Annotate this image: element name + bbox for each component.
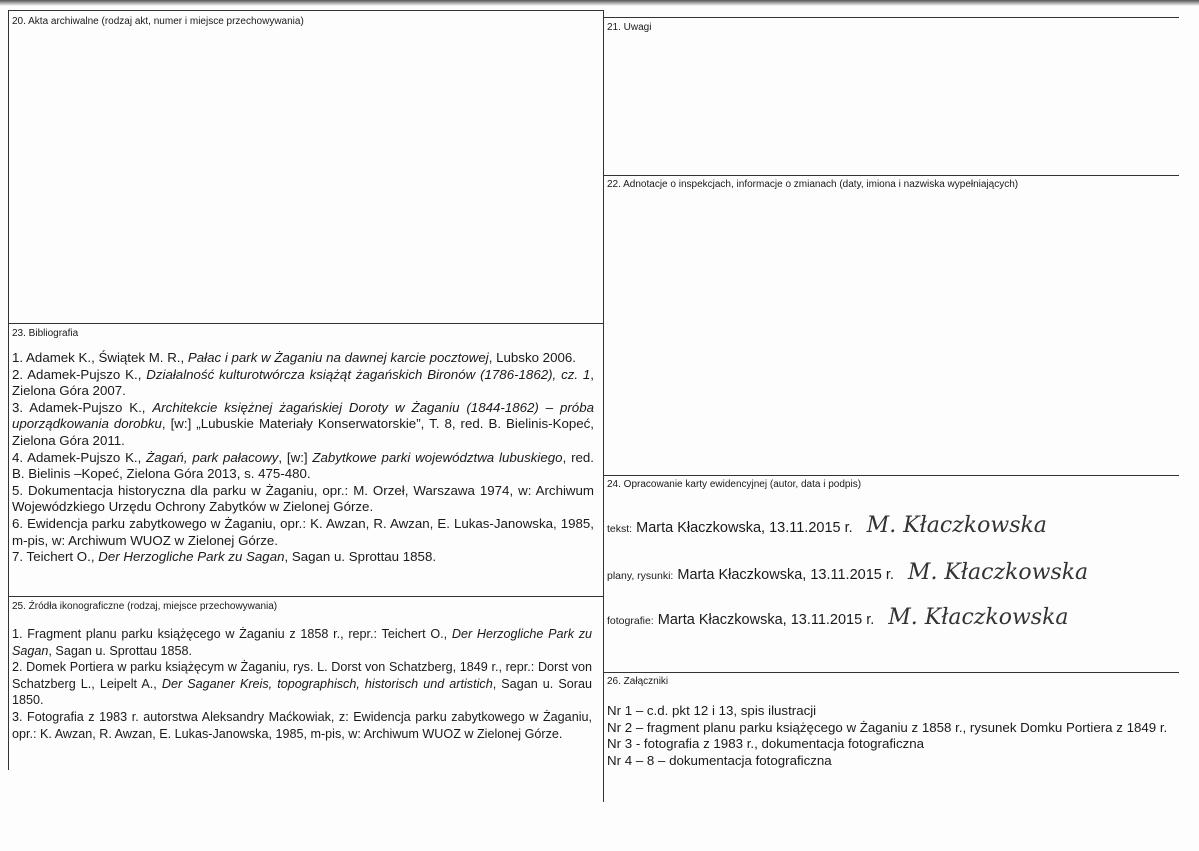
attachment-item: Nr 3 - fotografia z 1983 r., dokumentacja fotograficzna <box>607 736 925 752</box>
attachment-item: Nr 1 – c.d. pkt 12 i 13, spis ilustracji <box>607 703 817 718</box>
list-item <box>12 626 592 659</box>
item-text: 1. Adamek K., Świątek M. R., <box>12 350 188 365</box>
item-text: 1. Fragment planu parku książęcego w Żaganiu z 1858 r., repr.: Teichert O., <box>12 627 452 641</box>
item-text: Architekcie księżnej żagańskiej Doroty w Żaganiu (1844-1862) – próba uporządkowania dorobku <box>12 399 594 432</box>
item-text: Działalność kulturotwórcza książąt żagańskich Bironów (1786-1862), cz. 1 <box>146 366 591 382</box>
list-item <box>12 483 594 516</box>
section-23-label: 23. Bibliografia <box>12 328 79 339</box>
item-text: 6. Ewidencja parku zabytkowego w Żaganiu, opr.: K. Awzan, R. Awzan, E. Lukas-Janowska, 1985, m-pis, w: Archiwum WUOZ w Zielonej Górze. <box>12 515 594 548</box>
item-text: , red. B. Bielinis –Kopeć, Zielona Góra 2013, s. 475-480. <box>12 449 594 482</box>
item-text: Der Saganer Kreis, topographisch, historisch und artistich <box>161 676 493 691</box>
item-text: 3. Adamek-Pujszo K., <box>12 399 153 415</box>
signature: M. Kłaczkowska <box>866 513 1047 538</box>
section-26-label: 26. Załączniki <box>607 676 669 687</box>
divider <box>8 323 603 324</box>
item-text: Der Herzogliche Park zu Sagan <box>12 627 593 658</box>
scan-edge <box>0 0 1199 6</box>
attachment-item: Nr 4 – 8 – dokumentacja fotograficzna <box>607 752 832 768</box>
divider <box>8 596 603 597</box>
left-border <box>8 10 9 770</box>
divider <box>603 475 1179 476</box>
item-text: 4. Adamek-Pujszo K., <box>12 449 147 465</box>
item-text: 7. Teichert O., <box>12 549 99 565</box>
author-row-plans: plany, rysunki: Marta Kłaczkowska, 13.11.2015 r. M. Kłaczkowska <box>607 560 1089 585</box>
section-21-label: 21. Uwagi <box>607 22 652 33</box>
item-text: Der Herzogliche Park zu Sagan <box>98 549 285 565</box>
author-row-photos: fotografie: Marta Kłaczkowska, 13.11.2015 r. M. Kłaczkowska <box>607 605 1069 630</box>
list-item <box>12 549 594 566</box>
list-item <box>12 709 592 742</box>
section-22-label: 22. Adnotacje o inspekcjach, informacje o zmianach (daty, imiona i nazwiska wypełniających) <box>607 179 1019 190</box>
attachments-list <box>607 703 1175 769</box>
item-text: , Sagan u. Sprottau 1858. <box>48 643 192 658</box>
item-text: , [w:] <box>278 449 313 465</box>
author-row-text: tekst: Marta Kłaczkowska, 13.11.2015 r. M. Kłaczkowska <box>607 513 1047 538</box>
item-text: 2. Domek Portiera w parku książęcym w Żaganiu, rys. L. Dorst von Schatzberg, 1849 r., repr.: Dorst von Schatzberg L., Leipelt A., <box>12 660 592 691</box>
divider <box>603 17 1179 18</box>
item-text: 5. Dokumentacja historyczna dla parku w Żaganiu, opr.: M. Orzeł, Warszawa 1974, w: Archiwum Wojewódzkiego Urzędu Ochrony Zabytków w Zielonej Górze. <box>12 482 594 515</box>
attachment-item: Nr 2 – fragment planu parku książęcego w Żaganiu z 1858 r., rysunek Domku Portiera z 1849 r. <box>607 719 1168 735</box>
item-text: Pałac i park w Żaganiu na dawnej karcie pocztowej <box>187 350 489 365</box>
signature: M. Kłaczkowska <box>888 605 1069 630</box>
section-24-label: 24. Opracowanie karty ewidencyjnej (autor, data i podpis) <box>607 479 862 490</box>
item-text: 2. Adamek-Pujszo K., <box>12 366 147 382</box>
section-20-label: 20. Akta archiwalne (rodzaj akt, numer i miejsce przechowywania) <box>12 16 304 27</box>
item-text: 3. Fotografia z 1983 r. autorstwa Aleksandry Maćkowiak, z: Ewidencja parku zabytkowego w Żaganiu, opr.: K. Awzan, R. Awzan, E. Lukas-Janowska, 1985, m-pis, w: Archiwum WUOZ w Zielonej Górze. <box>12 709 592 741</box>
list-item <box>12 350 594 367</box>
bibliography-list <box>12 350 594 566</box>
item-text: Żagań, park pałacowy <box>146 449 279 465</box>
item-text: , Zielona Góra 2007. <box>12 366 594 399</box>
signature: M. Kłaczkowska <box>907 560 1089 585</box>
list-item <box>12 516 594 549</box>
divider <box>603 175 1179 176</box>
item-text: Zabytkowe parki województwa lubuskiego <box>312 449 563 465</box>
list-item <box>12 450 594 483</box>
section-25-label: 25. Źródła ikonograficzne (rodzaj, miejsce przechowywania) <box>12 601 278 612</box>
divider <box>603 672 1179 673</box>
item-text: , [w:] „Lubuskie Materiały Konserwatorskie”, T. 8, red. B. Bielinis-Kopeć, Zielona Góra 2011. <box>12 416 594 448</box>
item-text: , Sagan u. Sorau 1850. <box>12 676 592 708</box>
list-item <box>12 400 594 450</box>
divider <box>8 10 603 11</box>
item-text: , Lubsko 2006. <box>488 350 576 365</box>
item-text: , Sagan u. Sprottau 1858. <box>284 549 437 565</box>
list-item <box>12 367 594 400</box>
list-item <box>12 659 592 709</box>
column-divider <box>603 10 604 802</box>
iconographic-sources-list <box>12 626 592 742</box>
